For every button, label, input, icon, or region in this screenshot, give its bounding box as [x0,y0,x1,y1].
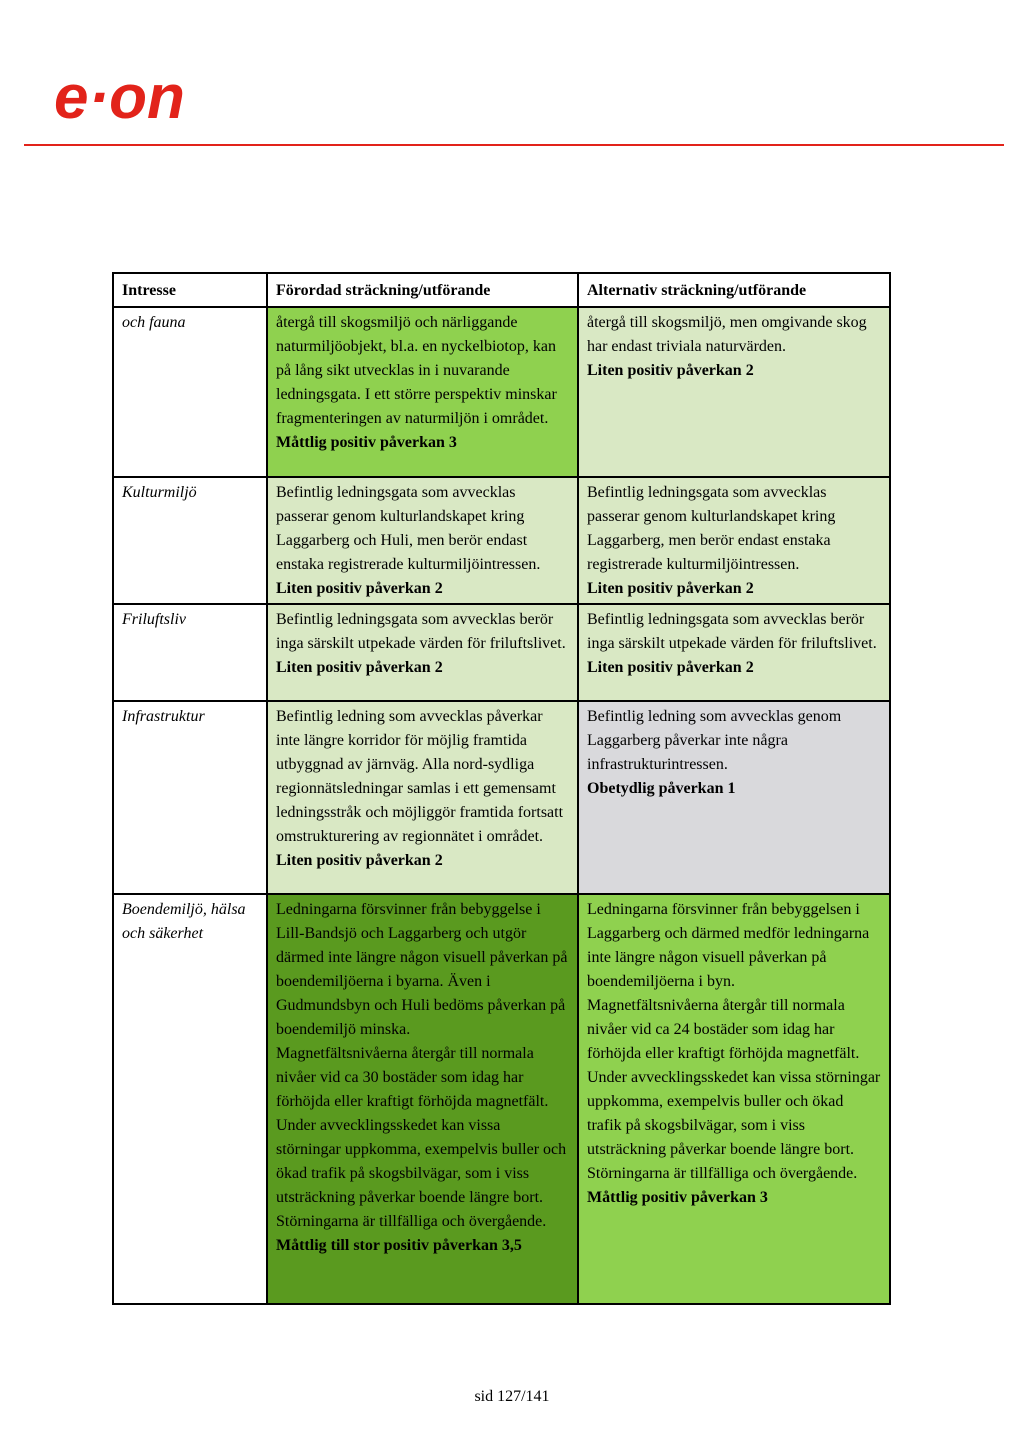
page-number: sid 127/141 [474,1388,550,1405]
impact-verdict: Måttlig positiv påverkan 3 [587,1189,768,1206]
alternative-cell [578,477,890,604]
preferred-cell [267,477,578,604]
table-row [113,477,890,604]
impact-verdict: Måttlig till stor positiv påverkan 3,5 [276,1237,522,1254]
cell-text: Befintlig ledningsgata som avvecklas berör inga särskilt utpekade värden för friluftslivet. [587,611,877,652]
cell-text: Under avvecklingsskedet kan vissa störningar uppkomma, exempelvis buller och ökad trafik på skogsbilvägar, som i viss utsträckning påverkar boende längre bort. Störningarna är tillfälliga och övergående. [276,1117,567,1230]
table-row [113,701,890,894]
interest-cell: Boendemiljö, hälsa och säkerhet [113,894,267,1304]
svg-text:e·on: e·on [54,70,185,126]
impact-verdict: Liten positiv påverkan 2 [587,362,754,379]
table-row [113,307,890,477]
impact-verdict: Liten positiv påverkan 2 [276,580,443,597]
table-row [113,604,890,701]
impact-verdict: Liten positiv påverkan 2 [276,659,443,676]
column-header-alternative: Alternativ sträckning/utförande [578,273,890,307]
interest-cell: Kulturmiljö [113,477,267,604]
alternative-cell [578,604,890,701]
preferred-cell [267,307,578,477]
preferred-cell [267,894,578,1304]
impact-verdict: Liten positiv påverkan 2 [587,580,754,597]
cell-text: återgå till skogsmiljö och närliggande naturmiljöobjekt, bl.a. en nyckelbiotop, kan på lång sikt utvecklas in i nuvarande ledningsgata. I ett större perspektiv minskar fragmenteringen av naturmiljön i området. [276,314,557,427]
preferred-cell [267,701,578,894]
interest-cell: Friluftsliv [113,604,267,701]
impact-verdict: Liten positiv påverkan 2 [276,852,443,869]
cell-text: Befintlig ledningsgata som avvecklas passerar genom kulturlandskapet kring Laggarberg och Huli, men berör endast enstaka registrerade kulturmiljöintressen. [276,484,541,573]
impact-assessment-table [112,272,891,1305]
eon-logo [54,70,254,126]
cell-text: Under avvecklingsskedet kan vissa störningar uppkomma, exempelvis buller och ökad trafik på skogsbilvägar, som i viss utsträckning påverkar boende längre bort. Störningarna är tillfälliga och övergående. [587,1069,881,1182]
column-header-preferred: Förordad sträckning/utförande [267,273,578,307]
alternative-cell [578,701,890,894]
cell-text: Befintlig ledning som avvecklas påverkar inte längre korridor för möjlig framtida utbyggnad av järnväg. Alla nord-sydliga regionnätsledningar samlas i ett gemensamt ledningsstråk och möjliggör framtida fortsatt omstrukturering av regionnätet i området. [276,708,564,845]
impact-verdict: Liten positiv påverkan 2 [587,659,754,676]
cell-text: Befintlig ledningsgata som avvecklas berör inga särskilt utpekade värden för friluftslivet. [276,611,566,652]
column-header-interest: Intresse [113,273,267,307]
cell-text: Ledningarna försvinner från bebyggelse i Lill-Bandsjö och Laggarberg och utgör därmed inte längre någon visuell påverkan på boendemiljöerna i byarna. Även i Gudmundsbyn och Huli bedöms påverkan på boendemiljö minska. [276,901,568,1038]
table-header-row [113,273,890,307]
header-rule [24,144,1004,146]
preferred-cell [267,604,578,701]
cell-text: Magnetfältsnivåerna återgår till normala nivåer vid ca 24 bostäder som idag har förhöjda eller kraftigt förhöjda magnetfält. [587,997,860,1062]
impact-verdict: Måttlig positiv påverkan 3 [276,434,457,451]
impact-verdict: Obetydlig påverkan 1 [587,780,736,797]
interest-cell: och fauna [113,307,267,477]
interest-cell: Infrastruktur [113,701,267,894]
cell-text: Magnetfältsnivåerna återgår till normala nivåer vid ca 30 bostäder som idag har förhöjda eller kraftigt förhöjda magnetfält. [276,1045,549,1110]
cell-text: Befintlig ledningsgata som avvecklas passerar genom kulturlandskapet kring Laggarberg, men berör endast enstaka registrerade kulturmiljöintressen. [587,484,836,573]
alternative-cell [578,307,890,477]
cell-text: Befintlig ledning som avvecklas genom Laggarberg påverkar inte några infrastrukturintressen. [587,708,842,773]
cell-text: återgå till skogsmiljö, men omgivande skog har endast triviala naturvärden. [587,314,867,355]
alternative-cell [578,894,890,1304]
table-row [113,894,890,1304]
cell-text: Ledningarna försvinner från bebyggelsen i Laggarberg och därmed medför ledningarna inte längre någon visuell påverkan på boendemiljöerna i byn. [587,901,870,990]
